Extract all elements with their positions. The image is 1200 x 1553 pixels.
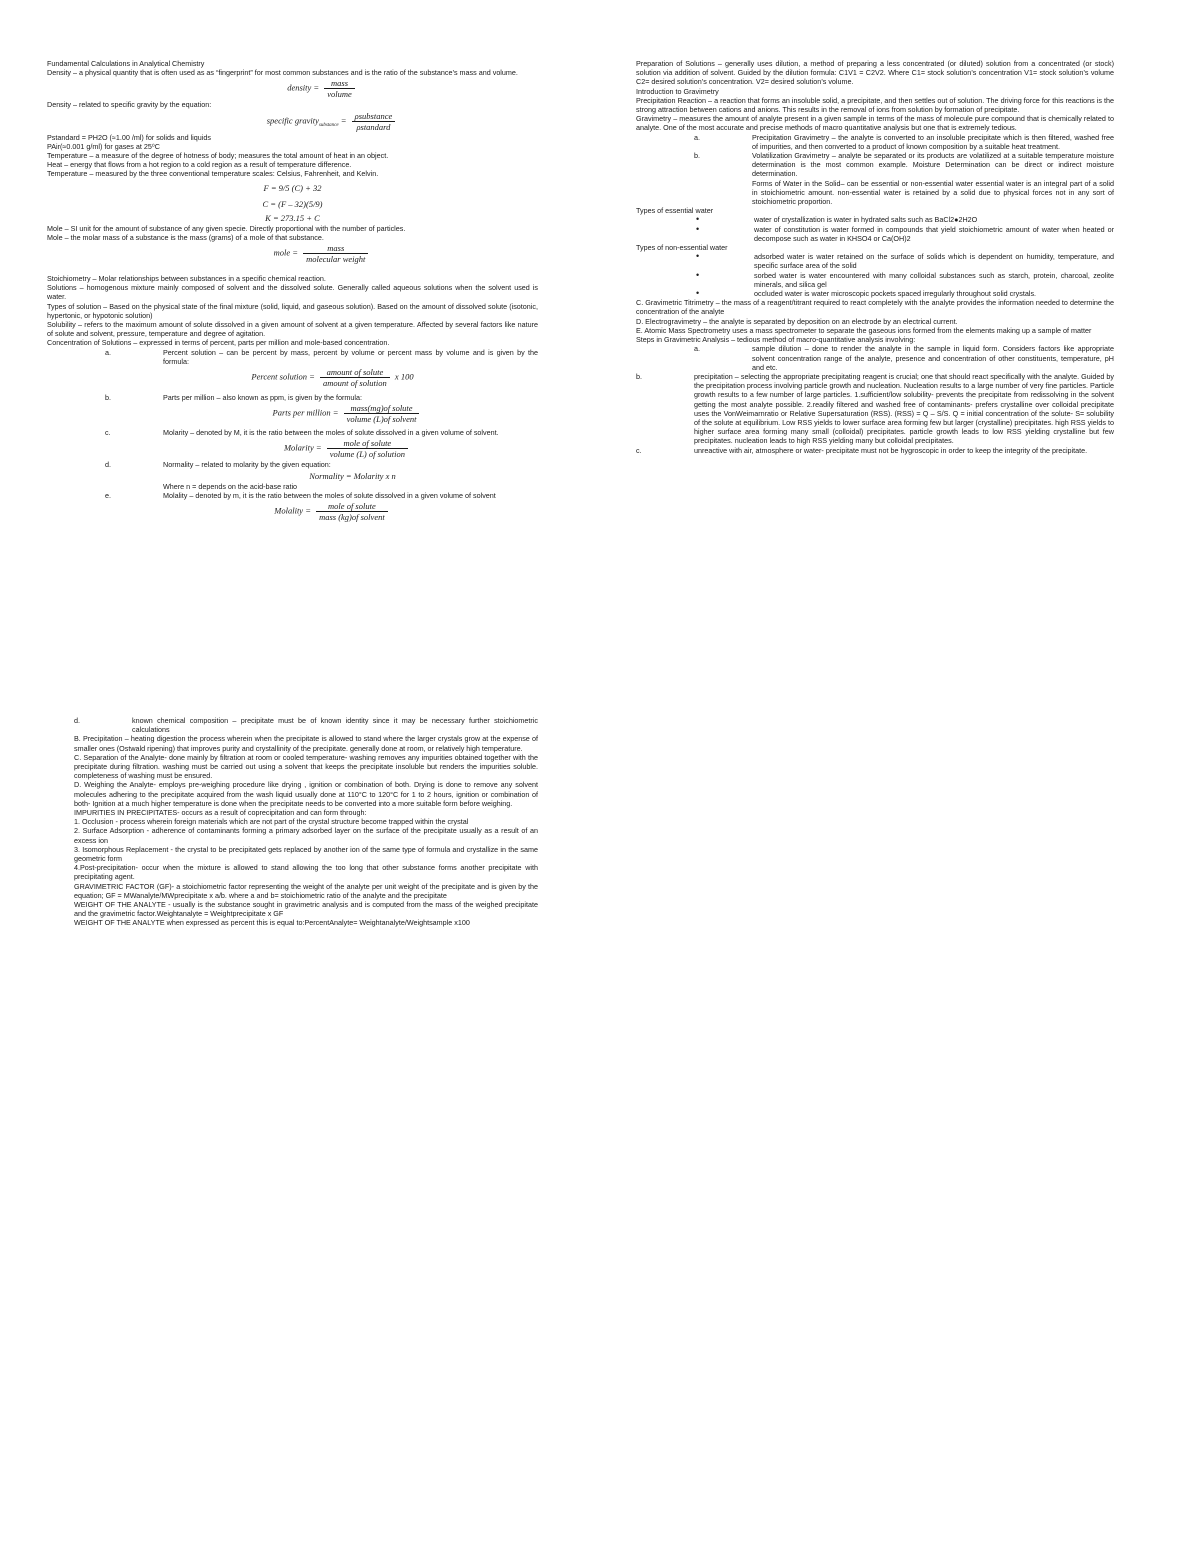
list-item-text: Parts per million – also known as ppm, is given by the formula: (163, 393, 362, 403)
heat-definition: Heat – energy that flows from a hot region to a cold region as a result of temperature difference. (47, 160, 352, 170)
list-item (636, 271, 1114, 289)
density-denominator: volume (327, 89, 352, 100)
list-item (47, 460, 538, 469)
sg-equals: = (338, 115, 347, 126)
list-marker: a. (694, 132, 700, 142)
list-item (636, 225, 1114, 243)
gravimetric-titrimetry: C. Gravimetric Titrimetry – the mass of a reagent/titrant required to react completely with the analyte provides the information needed to determine the concentration of the analyte (636, 298, 1114, 317)
list-marker: b. (636, 371, 642, 381)
temperature-scales: Temperature – measured by the three conventional temperature scales: Celsius, Fahrenheit, and Kelvin. (47, 169, 379, 179)
celsius-formula: C = (F – 32)(5/9) (262, 198, 323, 209)
list-item-text: sample dilution – done to render the analyte in the sample in liquid form. Considers factors like appropriate solvent concentration range of the analyte, presence and concentration of other constituents, temperature, pH and etc. (752, 344, 1114, 372)
atomic-mass-spectrometry: E. Atomic Mass Spectrometry uses a mass spectrometer to separate the gaseous ions formed from the elements making up a sample of matter (636, 325, 1092, 335)
digestion-step: B. Precipitation – heating digestion the process wherein when the precipitate is allowed to stand where the larger crystals grow at the expense of smaller ones (Ostwald ripening) that improves purity and crystallinity of the precipitate. generally done at room, or relatively high temperature. (74, 734, 538, 753)
pstandard-gases: PAir(≈0.001 g/ml) for gases at 25⁰C (47, 141, 160, 151)
list-marker: b. (694, 151, 700, 161)
types-nonessential-heading: Types of non-essential water (636, 243, 728, 253)
mole-formula (47, 243, 538, 264)
steps-heading: Steps in Gravimetric Analysis – tedious method of macro-quantitative analysis involving: (636, 335, 916, 345)
percent-numerator: amount of solute (320, 367, 390, 378)
precipitation-reaction: Precipitation Reaction – a reaction that forms an insoluble solid, a precipitate, and then settles out of solution. The driving force for this reactions is the strong attraction between cations and anions. This results in the removal of ions from solution by formation of precipitate. (636, 95, 1114, 115)
weight-of-analyte: WEIGHT OF THE ANALYTE - usually is the substance sought in gravimetric analysis and is computed from the mass of the weighed precipitate and the gravimetric factor.Weightanalyte = Weightprecipitate x GF (74, 900, 538, 919)
separation-step: C. Separation of the Analyte- done mainly by filtration at room or cooled temperature- washing removes any impurities obtained together with the precipitate during filtration. washing must be carried out using a solvent that keeps the precipitate insoluble but renders the impurities soluble. completeness of washing must be ensured. (74, 752, 538, 781)
gravimetric-factor: GRAVIMETRIC FACTOR (GF)- a stoichiometric factor representing the weight of the analyte per unit weight of the precipitate and is given by the equation; GF = MWanalyte/MWprecipitate x a/b. where a and b= stoichiometric ratio of the analyte and the precipitate (74, 881, 538, 900)
list-item (636, 151, 1114, 179)
solutions-definition: Solutions – homogenous mixture mainly composed of solvent and the dissolved solute. Generally called aqueous solutions when the solvent used is water. (47, 283, 538, 302)
list-marker: c. (105, 428, 111, 438)
list-marker: e. (105, 490, 111, 500)
gravimetry-definition: Gravimetry – measures the amount of analyte present in a given sample in terms of the mass of molecule pure compound that is chemically related to analyte. One of the most accurate and precise methods of macro quantitative analysis but one that is extremely tedious. (636, 114, 1114, 133)
list-item (47, 428, 538, 437)
density-definition: Density – a physical quantity that is often used as as “fingerprint” for most common substances and is the ratio of the substance’s mass and volume. (47, 68, 518, 78)
list-item-text: known chemical composition – precipitate must be of known identity since it may be necessary further stoichiometric calculations (132, 716, 538, 735)
sg-numerator: ρsubstance (352, 111, 396, 122)
list-item-text: Molality – denoted by m, it is the ratio between the moles of solute dissolved in a given volume of solvent (163, 490, 496, 500)
impurities-heading: IMPURITIES IN PRECIPITATES- occurs as a result of coprecipitation and can form through: (74, 808, 367, 818)
mole-denominator: molecular weight (306, 254, 366, 265)
list-marker: a. (694, 344, 700, 354)
molality-fraction (316, 501, 388, 522)
sg-subscript: substance (318, 122, 339, 128)
list-item-text: occluded water is water microscopic pockets spaced irregularly throughout solid crystals. (754, 289, 1037, 299)
list-marker: a. (105, 347, 111, 357)
pstandard-liquids: Pstandard = PH2O (≈1.00 /ml) for solids and liquids (47, 132, 211, 142)
types-essential-heading: Types of essential water (636, 206, 714, 216)
list-item (636, 215, 1114, 224)
bullet-icon: • (696, 251, 700, 262)
list-item (47, 491, 538, 500)
molarity-fraction (327, 438, 408, 459)
bullet-icon: • (696, 214, 700, 225)
percent-solution-formula (47, 367, 538, 388)
sg-denominator: ρstandard (356, 121, 391, 132)
ppm-formula (47, 403, 538, 424)
list-item (636, 289, 1114, 298)
bullet-icon: • (696, 288, 700, 299)
list-item-text: Precipitation Gravimetry – the analyte is converted to an insoluble precipitate which is then filtered, washed free of impurities, and then converted to a product of known composition by a suitable heat treatment. (752, 132, 1114, 151)
types-of-solution: Types of solution – Based on the physical state of the final mixture (solid, liquid, and gaseous solution). Based on the amount of dissolved solute (isotonic, hypertonic, or hypotonic solution) (47, 301, 538, 320)
concentration-definition: Concentration of Solutions – expressed in terms of percent, parts per million and mole-based concentration. (47, 338, 390, 348)
intro-gravimetry-heading: Introduction to Gravimetry (636, 86, 719, 96)
molality-formula (47, 501, 538, 522)
list-item-text: unreactive with air, atmosphere or water- precipitate must not be hygroscopic in order to keep the integrity of the precipitate. (694, 445, 1088, 455)
list-item (636, 344, 1114, 372)
molality-numerator: mole of solute (316, 501, 388, 512)
bullet-icon: • (696, 223, 700, 234)
document-title: Fundamental Calculations in Analytical Chemistry (47, 59, 205, 68)
fahrenheit-formula: F = 9/5 (C) + 32 (263, 182, 322, 193)
kelvin-formula: K = 273.15 + C (265, 212, 320, 223)
preparation-of-solutions: Preparation of Solutions – generally uses dilution, a method of preparing a less concentrated (or diluted) solution from a concentrated (or stock) solution via addition of solvent. Guided by the dilution formula: C1V1 = C2V2. Where C1= stock solution’s concentration V1= stock solution’s volume C2= desired solution’s concentration. V2= desired solution’s volume. (636, 59, 1114, 87)
percent-lhs: Percent solution = (251, 371, 315, 382)
sg-fraction (352, 111, 396, 132)
sg-lhs: specific gravity (266, 115, 319, 126)
molality-lhs: Molality = (274, 505, 311, 516)
density-fraction (324, 78, 355, 99)
list-marker: d. (105, 460, 111, 470)
list-item-text: Molarity – denoted by M, it is the ratio between the moles of solute dissolved in a given volume of solvent. (163, 428, 499, 438)
list-item (74, 716, 538, 734)
list-item (636, 372, 1114, 446)
density-lhs: density = (287, 82, 320, 93)
weight-of-analyte-percent: WEIGHT OF THE ANALYTE when expressed as percent this is equal to:PercentAnalyte= Weightanalyte/Weightsample x100 (74, 918, 470, 928)
left-column (47, 59, 538, 523)
impurity-occlusion: 1. Occlusion - process wherein foreign materials which are not part of the crystal structure become trapped within the crystal (74, 817, 469, 827)
mole-lhs: mole = (273, 247, 298, 258)
impurity-isomorphous-replacement: 3. Isomorphous Replacement - the crystal to be precipitated gets replaced by another ion of the same type of formula and crystallize in the same geometric form (74, 844, 538, 864)
mole-definition: Mole – SI unit for the amount of substance of any given specie. Directly proportional with the number of particles. (47, 223, 406, 233)
mole-numerator: mass (303, 243, 368, 254)
forms-of-water: Forms of Water in the Solid– can be essential or non-essential water essential water is an integral part of a solid in stoichiometric amount. non-essential water is retained by a solid due to physical forces not in any sort of stoichiometric proportion. (752, 178, 1114, 207)
list-item-text: precipitation – selecting the appropriate precipitating reagent is crucial; one that should react specifically with the analyte. Guided by the precipitation process involving particle growth and nucleation. Nucleation results to a large number of very fine particles. Particle growth results to a few number of large particles. 1.sufficient/low solubility- prevents the precipitate from redissolving in the solvent getting the most analyte possible. 2.readily filtered and washed free of contaminants- prefers crystalline over colloidal precipitate uses the VonWeimarnratio or Relative Supersaturation (RSS). (RSS) = Q – S/S. Q = initial concentration of the solute- S= solubility of the solute at equilibrium. Low RSS yields to lower surface area forming few but larger (crystalline) precipitates. high RSS yields to higher surface area forming many small (colloidal) precipitates. particle growth leads to low RSS yielding crystalline but few precipitates. nucleation leads to high RSS yielding many but colloidal precipitates. (694, 371, 1114, 446)
density-formula (47, 78, 538, 99)
normality-formula: Normality = Molarity x n (309, 470, 396, 481)
list-marker: c. (636, 445, 642, 455)
list-item (47, 393, 538, 402)
electrogravimetry: D. Electrogravimetry – the analyte is separated by deposition on an electrode by an electrical current. (636, 316, 958, 326)
list-marker: b. (105, 393, 111, 403)
list-item (636, 252, 1114, 270)
molarity-denominator: volume (L) of solution (329, 449, 406, 460)
ppm-numerator: mass(mg)of solute (344, 403, 420, 414)
list-item (636, 133, 1114, 151)
list-item-text: Percent solution – can be percent by mass, percent by volume or percent mass by volume and is given by the formula: (163, 347, 538, 366)
right-column (636, 59, 1114, 455)
mole-fraction (303, 243, 368, 264)
molality-denominator: mass (kg)of solvent (319, 512, 385, 523)
solubility-definition: Solubility – refers to the maximum amount of solute dissolved in a given amount of solvent at a given temperature. Affected by several factors like nature of solute and solvent, pressure, temperature and degree of agitation. (47, 320, 538, 339)
molarity-numerator: mole of solute (327, 438, 408, 449)
list-item (636, 446, 1114, 455)
bottom-left-block (74, 716, 538, 928)
impurity-surface-adsorption: 2. Surface Adsorption - adherence of contaminants forming a primary adsorbed layer on the surface of the precipitate usually as a result of an excess ion (74, 826, 538, 845)
molarity-formula (47, 438, 538, 459)
normality-where: Where n = depends on the acid-base ratio (163, 481, 298, 491)
density-numerator: mass (324, 78, 355, 89)
bullet-icon: • (696, 269, 700, 280)
list-item-text: water of constitution is water formed in compounds that yield stoichiometric amount of water when heated or decompose such as water in KHSO4 or Ca(OH)2 (754, 224, 1114, 243)
percent-fraction (320, 367, 390, 388)
list-item-text: Volatilization Gravimetry – analyte be separated or its products are volatilized at a suitable temperature moisture determination is the most common example. Moisture Determination can be direct or indirect moisture determination. (752, 151, 1114, 179)
list-item-text: adsorbed water is water retained on the surface of solids which is dependent on humidity, temperature, and specific surface area of the solid (754, 252, 1114, 271)
stoichiometry-definition: Stoichiometry – Molar relationships between substances in a specific chemical reaction. (47, 274, 326, 284)
list-item-text: Normality – related to molarity by the given equation: (163, 460, 331, 470)
temperature-definition: Temperature – a measure of the degree of hotness of body; measures the total amount of heat in an object. (47, 151, 389, 161)
molarity-lhs: Molarity = (283, 442, 322, 453)
impurity-post-precipitation: 4.Post-precipitation- occur when the mixture is allowed to stand allowing the too long that other substance forms another precipitate with precipitating agent. (74, 863, 538, 882)
list-item (47, 348, 538, 366)
specific-gravity-intro: Density – related to specific gravity by the equation: (47, 100, 212, 110)
percent-denominator: amount of solution (323, 378, 387, 389)
specific-gravity-formula (47, 111, 538, 132)
list-marker: d. (74, 716, 80, 725)
molar-mass-definition: Mole – the molar mass of a substance is the mass (grams) of a mole of that substance. (47, 232, 324, 242)
list-item-text: sorbed water is water encountered with many colloidal substances such as starch, protein, charcoal, zeolite minerals, and silica gel (754, 270, 1114, 289)
percent-tail: x 100 (394, 371, 414, 382)
ppm-denominator: volume (L)of solvent (346, 414, 417, 425)
ppm-lhs: Parts per million = (272, 407, 339, 418)
list-item-text: water of crystallization is water in hydrated salts such as BaCl2●2H2O (754, 215, 978, 225)
ppm-fraction (344, 403, 420, 424)
weighing-step: D. Weighing the Analyte- employs pre-weighing procedure like drying , ignition or combination of both. Drying is done to remove any solvent molecules adhering to the precipitate acquired from the wash liquid usually done at 110°C to 120°C for 1 to 2 hours, ignition or combination of both- Ignition at a much higher temperature is done when the precipitate needs to be converted into a more suitable form before weighing. (74, 780, 538, 808)
